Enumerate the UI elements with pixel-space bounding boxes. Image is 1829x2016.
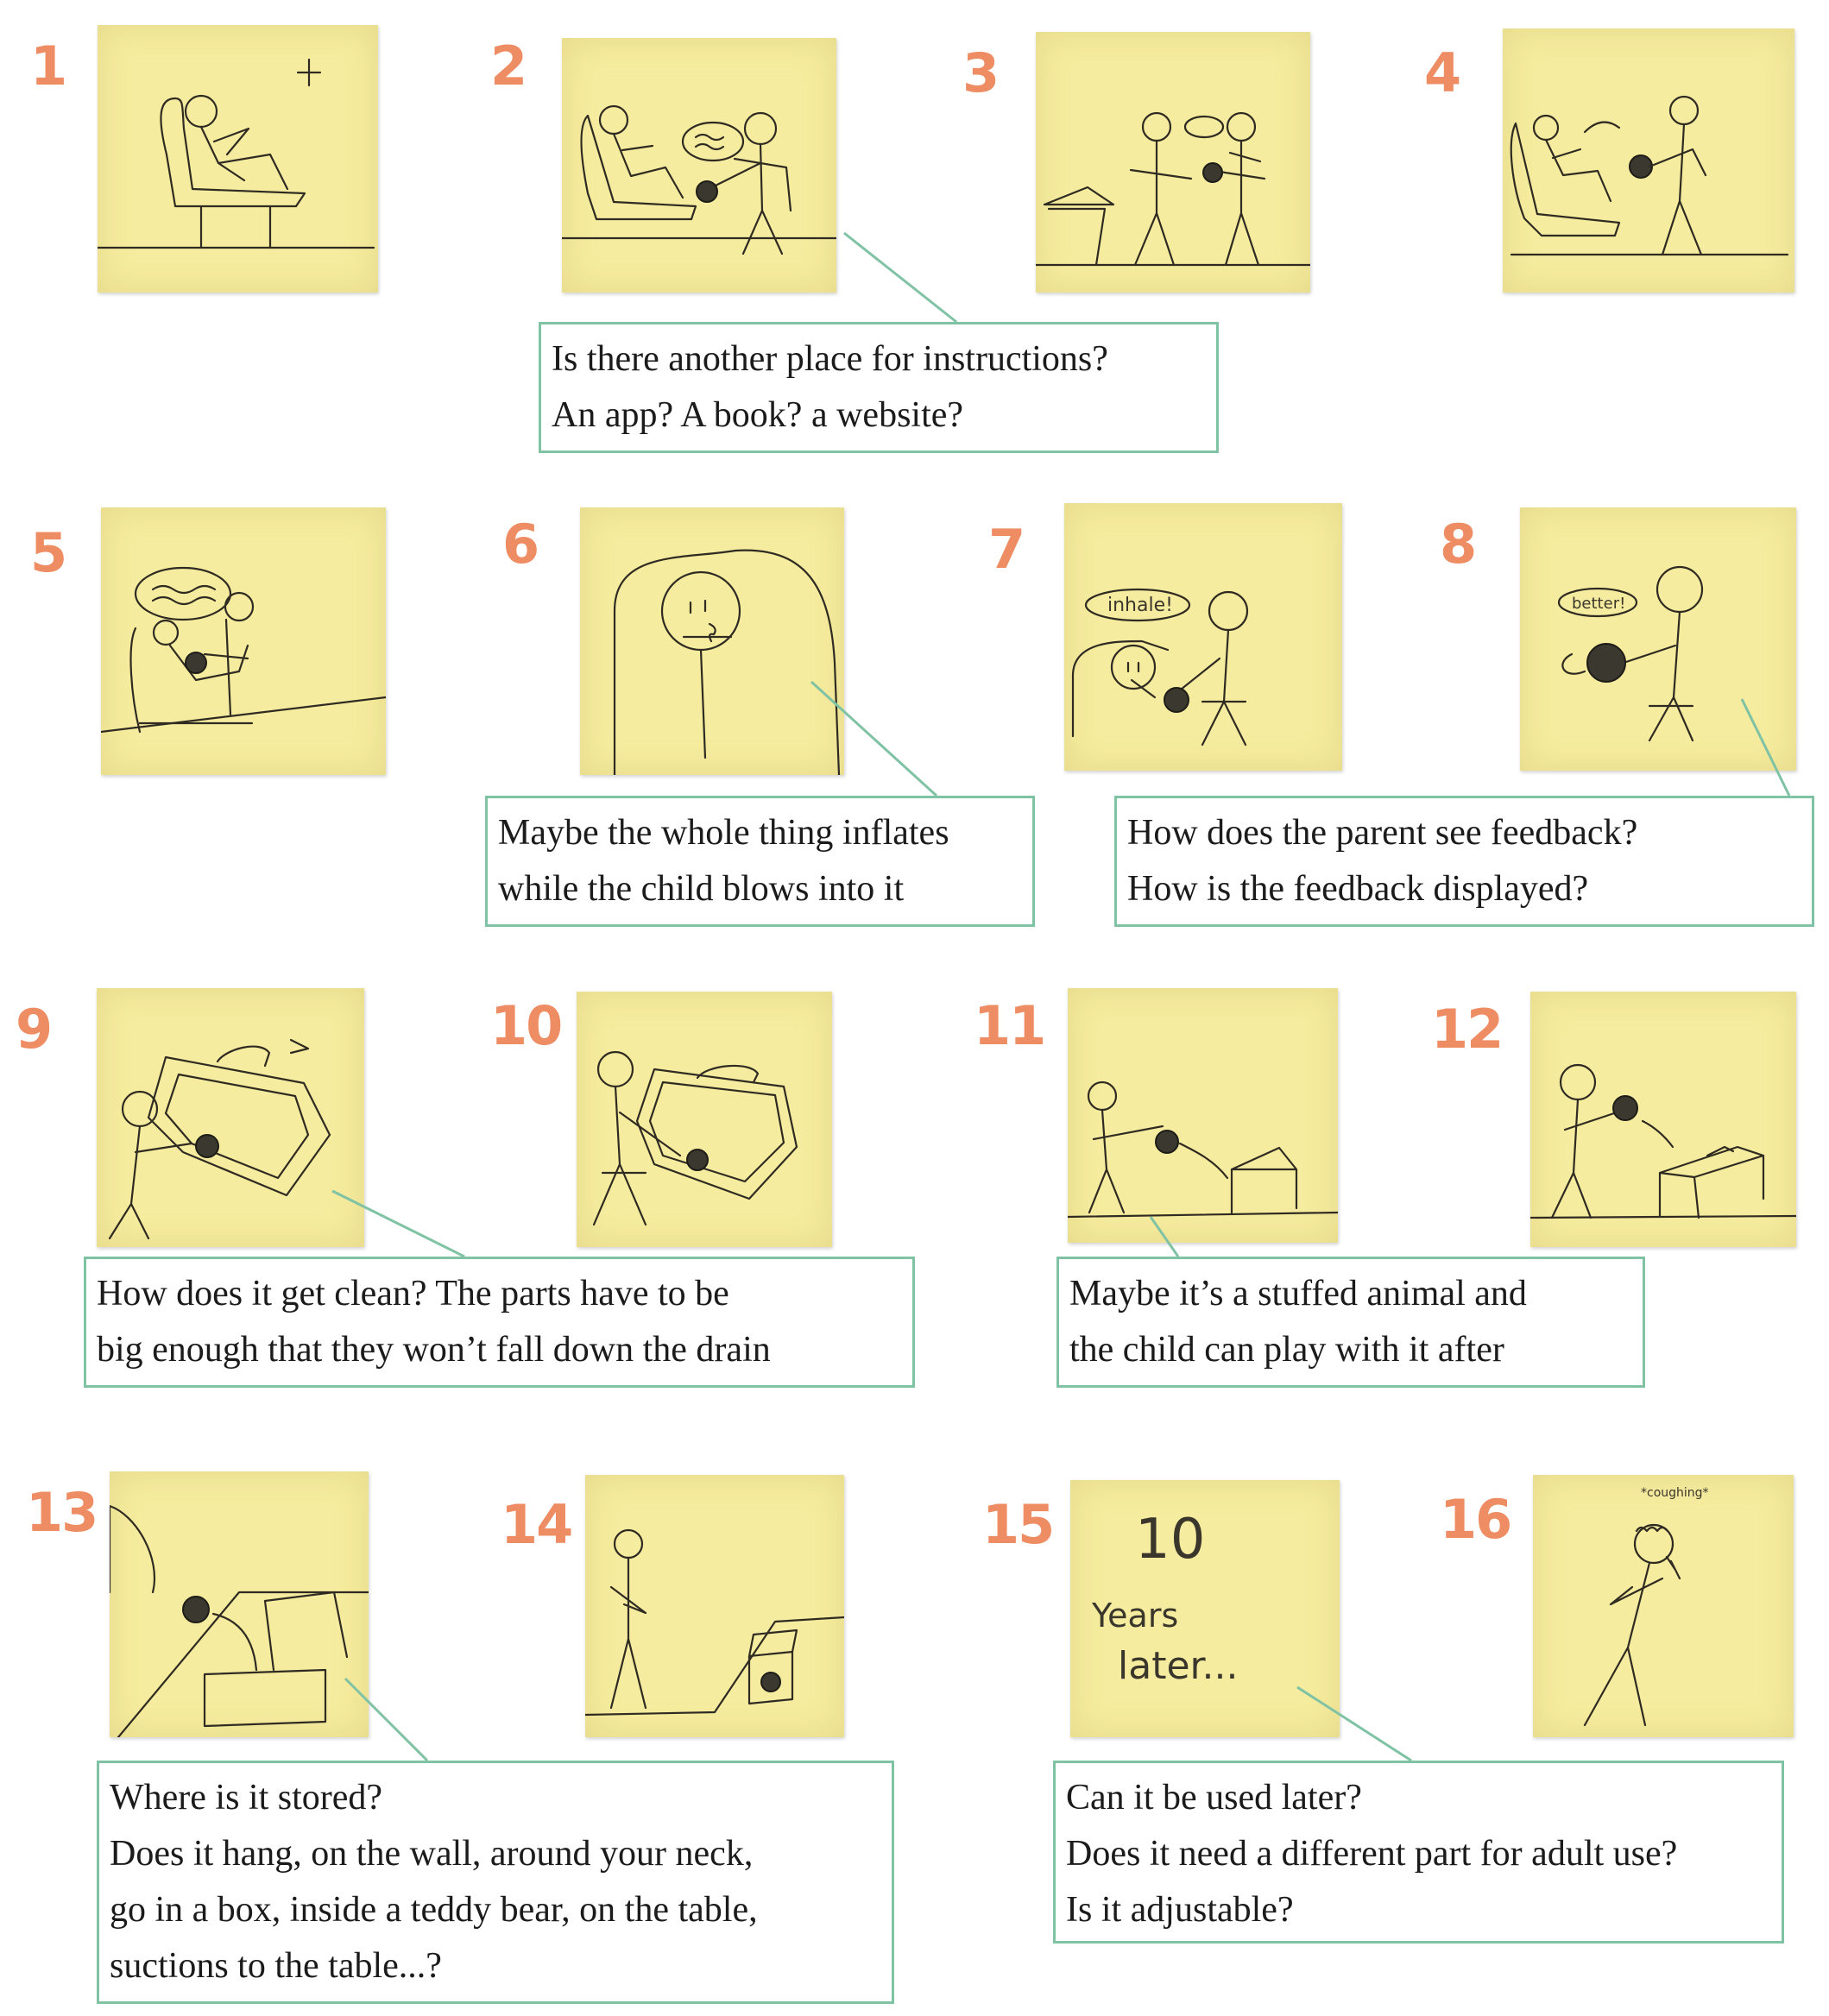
handwriting-inhale: inhale!	[1107, 595, 1173, 616]
panel-number-11: 11	[974, 994, 1045, 1057]
callout-line: while the child blows into it	[498, 869, 905, 909]
callout-stuffed-animal-idea	[1056, 1257, 1645, 1388]
placing-on-table-sketch	[1530, 992, 1796, 1247]
handwriting-later: later...	[1118, 1644, 1239, 1688]
doctor-demonstrating-sketch	[101, 507, 386, 775]
throwing-into-box-sketch	[1068, 988, 1338, 1243]
connector-panel-2	[844, 233, 956, 322]
callout-line: Where is it stored?	[110, 1778, 383, 1818]
callout-line: suctions to the table...?	[110, 1946, 442, 1986]
handwriting-ten: 10	[1135, 1508, 1206, 1572]
panel-number-1: 1	[30, 35, 66, 98]
sketch-panel-16	[1533, 1475, 1794, 1737]
sketch-panel-10	[577, 992, 832, 1247]
callout-feedback-question	[1114, 796, 1814, 927]
panel-number-14: 14	[501, 1493, 572, 1556]
callout-instructions-question	[539, 322, 1219, 453]
panel-number-9: 9	[16, 998, 52, 1061]
sketch-panel-13	[110, 1471, 369, 1737]
panel-number-5: 5	[30, 521, 66, 584]
callout-line: the child can play with it after	[1069, 1330, 1504, 1370]
parent-coaching-child-sketch	[1064, 503, 1342, 771]
panel-number-2: 2	[490, 35, 527, 98]
panel-number-3: 3	[962, 41, 999, 104]
panel-number-8: 8	[1440, 513, 1476, 576]
callout-line: Maybe it’s a stuffed animal and	[1069, 1274, 1527, 1314]
sketch-panel-7	[1064, 503, 1342, 771]
callout-line: go in a box, inside a teddy bear, on the table,	[110, 1890, 758, 1930]
callout-storage-question	[97, 1761, 894, 2004]
sketch-panel-1	[98, 25, 378, 293]
sketch-panel-2	[562, 38, 836, 293]
sketch-panel-8	[1520, 507, 1796, 771]
ten-years-later-sketch	[1070, 1480, 1340, 1737]
panel-number-12: 12	[1431, 998, 1503, 1061]
inflating-child-sketch	[580, 507, 844, 775]
callout-line: An app? A book? a website?	[552, 395, 964, 435]
sketch-panel-11	[1068, 988, 1338, 1243]
callout-line: Can it be used later?	[1066, 1778, 1362, 1818]
panel-number-13: 13	[26, 1481, 98, 1544]
doctor-explaining-sketch	[562, 38, 836, 293]
panel-number-4: 4	[1424, 41, 1460, 104]
storing-in-box-sketch	[110, 1471, 369, 1737]
callout-line: Is there another place for instructions?	[552, 339, 1108, 379]
handwriting-better: better!	[1572, 595, 1626, 613]
panel-number-7: 7	[988, 518, 1025, 581]
sketch-panel-15	[1070, 1480, 1340, 1737]
callout-line: Does it hang, on the wall, around your neck,	[110, 1834, 754, 1874]
child-receiving-device-sketch	[1503, 28, 1794, 293]
callout-adult-use-question	[1053, 1761, 1784, 1944]
panel-number-15: 15	[982, 1493, 1054, 1556]
sketch-panel-12	[1530, 992, 1796, 1247]
panel-number-10: 10	[490, 994, 562, 1057]
handing-device-sketch	[1036, 32, 1310, 293]
callout-line: Is it adjustable?	[1066, 1890, 1294, 1930]
callout-line: big enough that they won’t fall down the drain	[97, 1330, 771, 1370]
washing-close-up-sketch	[577, 992, 832, 1247]
sketch-panel-4	[1503, 28, 1794, 293]
callout-inflation-idea	[485, 796, 1035, 927]
adult-coughing-sketch	[1533, 1475, 1794, 1737]
sketch-panel-9	[97, 988, 364, 1247]
parent-viewing-feedback-sketch	[1520, 507, 1796, 771]
callout-cleaning-question	[84, 1257, 915, 1388]
sketch-panel-6	[580, 507, 844, 775]
sketch-panel-14	[585, 1475, 844, 1737]
callout-line: How is the feedback displayed?	[1127, 869, 1589, 909]
panel-number-6: 6	[502, 513, 539, 576]
handwriting-years: Years	[1092, 1597, 1179, 1635]
device-stored-away-sketch	[585, 1475, 844, 1737]
washing-in-sink-sketch	[97, 988, 364, 1247]
callout-line: How does it get clean? The parts have to be	[97, 1274, 729, 1314]
handwriting-coughing: *coughing*	[1641, 1486, 1709, 1500]
sketch-panel-3	[1036, 32, 1310, 293]
panel-number-16: 16	[1440, 1488, 1511, 1551]
callout-line: How does the parent see feedback?	[1127, 813, 1638, 853]
callout-line: Does it need a different part for adult use?	[1066, 1834, 1678, 1874]
callout-line: Maybe the whole thing inflates	[498, 813, 949, 853]
patient-in-chair-sketch	[98, 25, 378, 293]
sketch-panel-5	[101, 507, 386, 775]
